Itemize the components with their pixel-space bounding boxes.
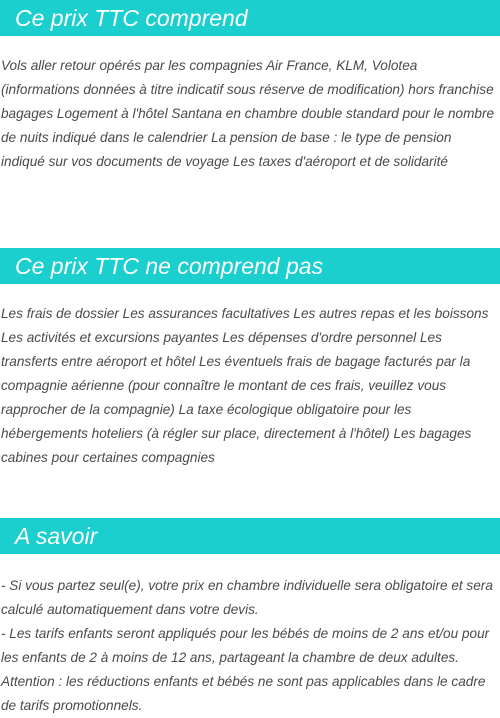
section-body-not-included xyxy=(0,302,500,470)
not-included-paragraph: Les frais de dossier Les assurances facultatives Les autres repas et les boissons Les activités et excursions payantes Les dépenses d'ordre personnel Les transferts entre aéroport et hôtel Les éventuels frais de bagage facturés par la compagnie aérienne (pour connaître le montant de ces frais, veuillez vous rapprocher de la compagnie) La taxe écologique obligatoire pour les hébergements hoteliers (à régler sur place, directement à l'hôtel) Les bagages cabines pour certaines compagnies xyxy=(1,306,489,465)
to-know-paragraph-children: - Les tarifs enfants seront appliqués pour les bébés de moins de 2 ans et/ou pour les enfants de 2 à moins de 12 ans, partageant la chambre de deux adultes. Attention : les réductions enfants et bébés ne sont pas applicables dans le cadre de tarifs promotionnels. xyxy=(1,626,490,713)
section-body-included xyxy=(0,54,500,174)
section-body-to-know xyxy=(0,574,500,718)
section-title-not-included: Ce prix TTC ne comprend pas xyxy=(0,248,500,284)
section-to-know xyxy=(0,518,500,718)
section-not-included xyxy=(0,248,500,470)
section-title-to-know: A savoir xyxy=(0,518,500,554)
section-included xyxy=(0,0,500,174)
to-know-paragraph-solo: - Si vous partez seul(e), votre prix en chambre individuelle sera obligatoire et sera calculé automatiquement dans votre devis. xyxy=(1,578,493,617)
included-paragraph: Vols aller retour opérés par les compagnies Air France, KLM, Volotea (informations données à titre indicatif sous réserve de modification) hors franchise bagages Logement à l'hôtel Santana en chambre double standard pour le nombre de nuits indiqué dans le calendrier La pension de base : le type de pension indiqué sur vos documents de voyage Les taxes d'aéroport et de solidarité xyxy=(1,58,495,169)
section-title-included: Ce prix TTC comprend xyxy=(0,0,500,36)
